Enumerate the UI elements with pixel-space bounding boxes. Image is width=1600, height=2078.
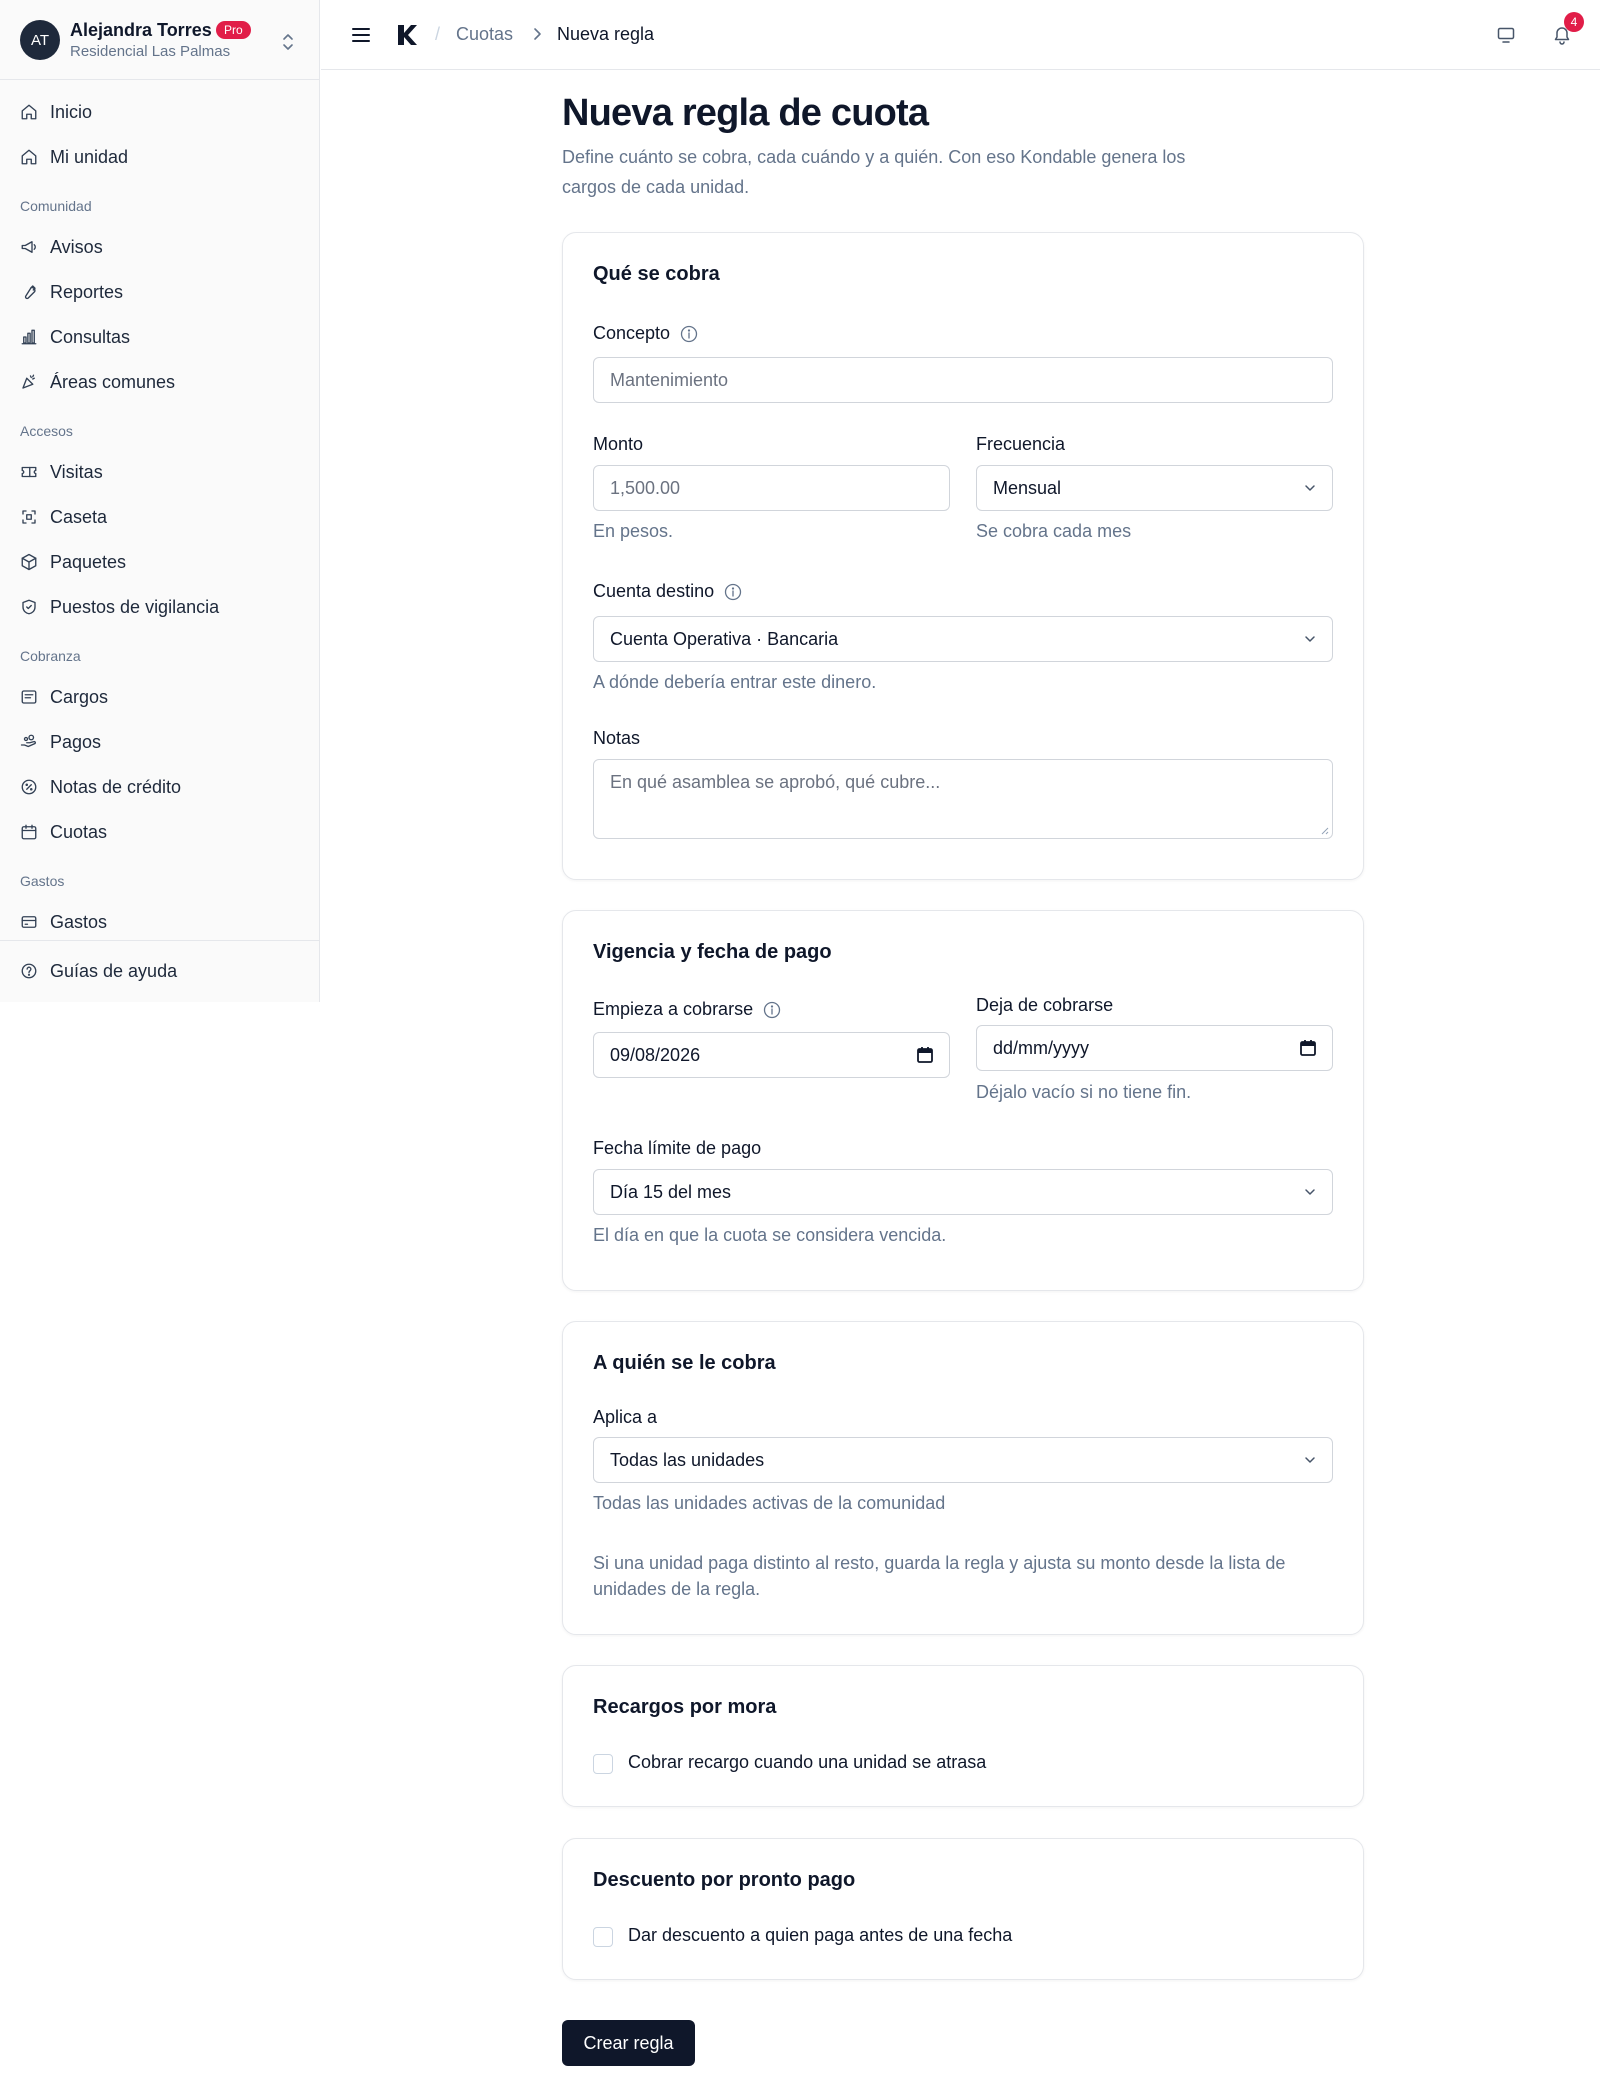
- due-date-select[interactable]: [593, 1169, 1333, 1215]
- notes-placeholder: En qué asamblea se aprobó, qué cubre...: [610, 772, 941, 792]
- sidebar-item-label: Pagos: [50, 731, 102, 752]
- sidebar: [0, 0, 320, 1002]
- account-label: [593, 581, 742, 602]
- info-icon[interactable]: [763, 1001, 781, 1019]
- account-value: Cuenta Operativa · Bancaria: [610, 628, 839, 649]
- card-title: Qué se cobra: [593, 263, 720, 285]
- sidebar-item-notas-credito[interactable]: [20, 773, 181, 801]
- page-description: Define cuánto se cobra, cada cuándo y a quién. Con eso Kondable genera los cargos de cada unidad.: [562, 147, 1186, 197]
- home-icon: [20, 148, 38, 166]
- sidebar-item-label: Cuotas: [50, 821, 108, 842]
- chevron-down-icon: [1302, 631, 1318, 647]
- sidebar-item-label: Cargos: [50, 686, 109, 707]
- info-icon[interactable]: [680, 325, 698, 343]
- start-date-input[interactable]: [593, 1032, 950, 1078]
- bar-chart-icon: [20, 328, 38, 346]
- card-target: [562, 1321, 1364, 1635]
- kondable-logo-icon[interactable]: [395, 23, 419, 47]
- start-date-value: 09/08/2026: [610, 1044, 701, 1065]
- account-switcher[interactable]: [0, 0, 319, 80]
- sidebar-item-label: Guías de ayuda: [50, 960, 178, 981]
- megaphone-icon: [20, 238, 38, 256]
- sidebar-item-consultas[interactable]: [20, 323, 130, 351]
- wrench-icon: [20, 283, 38, 301]
- sidebar-item-label: Paquetes: [50, 551, 127, 572]
- sidebar-item-cargos[interactable]: [20, 683, 108, 711]
- start-date-label-text: Empieza a cobrarse: [593, 999, 754, 1019]
- card-title: Descuento por pronto pago: [593, 1869, 856, 1891]
- due-date-help: El día en que la cuota se considera vencida.: [593, 1225, 947, 1245]
- section-title-comunidad: Comunidad: [20, 198, 92, 214]
- section-title-cobranza: Cobranza: [20, 648, 81, 664]
- sidebar-item-label: Avisos: [50, 236, 103, 257]
- card-title: A quién se le cobra: [593, 1352, 776, 1374]
- sidebar-item-areas-comunes[interactable]: [20, 368, 175, 396]
- card-charge: [562, 232, 1364, 880]
- chevron-down-icon: [1302, 1452, 1318, 1468]
- notes-label: Notas: [593, 728, 641, 748]
- notes-textarea[interactable]: [593, 759, 1333, 839]
- card-title: Recargos por mora: [593, 1696, 777, 1718]
- calendar-icon: [20, 823, 38, 841]
- sidebar-item-puestos-vigilancia[interactable]: [20, 593, 219, 621]
- sidebar-item-cuotas[interactable]: [20, 818, 107, 846]
- ticket-icon: [20, 463, 38, 481]
- resize-grip-icon[interactable]: [1319, 825, 1329, 835]
- sidebar-item-guias-ayuda[interactable]: [20, 957, 177, 985]
- info-icon[interactable]: [724, 583, 742, 601]
- due-date-value: Día 15 del mes: [610, 1181, 732, 1202]
- menu-icon[interactable]: [349, 23, 373, 47]
- account-name: Alejandra Torres: [70, 20, 212, 40]
- end-date-input[interactable]: [976, 1025, 1333, 1071]
- sidebar-item-label: Inicio: [50, 101, 93, 122]
- sidebar-item-visitas[interactable]: [20, 458, 103, 486]
- early-discount-option[interactable]: [593, 1923, 1012, 1947]
- community-name: Residencial Las Palmas: [70, 43, 231, 60]
- end-date-help: Déjalo vacío si no tiene fin.: [976, 1082, 1192, 1102]
- late-fee-option[interactable]: [593, 1750, 986, 1774]
- applies-select[interactable]: [593, 1437, 1333, 1483]
- applies-value: Todas las unidades: [610, 1449, 765, 1470]
- sidebar-item-label: Áreas comunes: [50, 371, 176, 392]
- section-title-accesos: Accesos: [20, 423, 73, 439]
- help-circle-icon: [20, 962, 38, 980]
- receipt-icon: [20, 688, 38, 706]
- card-early-discount: [562, 1838, 1364, 1980]
- concept-label-text: Concepto: [593, 323, 671, 343]
- home-icon: [20, 103, 38, 121]
- sidebar-item-avisos[interactable]: [20, 233, 103, 261]
- calendar-icon[interactable]: [915, 1045, 935, 1065]
- frequency-select[interactable]: [976, 465, 1333, 511]
- sidebar-item-mi-unidad[interactable]: [20, 143, 128, 171]
- card-validity: [562, 910, 1364, 1291]
- amount-help: En pesos.: [593, 521, 674, 541]
- sidebar-item-gastos[interactable]: [20, 908, 107, 936]
- applies-label: Aplica a: [593, 1407, 658, 1427]
- chevron-down-icon: [1302, 1184, 1318, 1200]
- package-icon: [20, 553, 38, 571]
- frequency-value: Mensual: [993, 477, 1062, 498]
- chevron-down-icon: [1302, 480, 1318, 496]
- plan-badge: Pro: [216, 21, 251, 39]
- breadcrumb-separator: /: [435, 24, 441, 44]
- topbar: [321, 0, 1600, 70]
- notification-count-badge: 4: [1564, 12, 1584, 32]
- badge-percent-icon: [20, 778, 38, 796]
- sidebar-item-label: Visitas: [50, 461, 103, 482]
- sidebar-item-label: Puestos de vigilancia: [50, 596, 220, 617]
- sidebar-divider: [0, 940, 319, 941]
- concept-input[interactable]: Mantenimiento: [593, 357, 1333, 403]
- account-select[interactable]: [593, 616, 1333, 662]
- start-date-label: [593, 999, 781, 1020]
- card-title: Vigencia y fecha de pago: [593, 941, 832, 963]
- monitor-icon[interactable]: [1496, 25, 1516, 45]
- applies-help: Todas las unidades activas de la comunidad: [593, 1493, 946, 1513]
- end-date-label: Deja de cobrarse: [976, 995, 1114, 1015]
- late-fee-checkbox[interactable]: [593, 1754, 613, 1774]
- sidebar-item-caseta[interactable]: [20, 503, 107, 531]
- sidebar-item-inicio[interactable]: [20, 98, 92, 126]
- target-note: Si una unidad paga distinto al resto, guarda la regla y ajusta su monto desde la lista de unidades de la regla.: [593, 1553, 1286, 1599]
- account-label-text: Cuenta destino: [593, 581, 715, 601]
- account-help: A dónde debería entrar este dinero.: [593, 672, 877, 692]
- late-fee-checkbox-label: Cobrar recargo cuando una unidad se atrasa: [628, 1751, 987, 1772]
- sidebar-item-label: Mi unidad: [50, 146, 129, 167]
- frequency-help: Se cobra cada mes: [976, 521, 1132, 541]
- sidebar-item-label: Gastos: [50, 911, 108, 932]
- end-date-placeholder: dd/mm/yyyy: [993, 1037, 1090, 1058]
- page-title: Nueva regla de cuota: [562, 92, 929, 134]
- sidebar-item-label: Caseta: [50, 506, 108, 527]
- section-title-gastos: Gastos: [20, 873, 65, 889]
- card-late-fee: [562, 1665, 1364, 1807]
- chevron-right-icon: [528, 25, 546, 43]
- breadcrumb-current: Nueva regla: [557, 24, 655, 44]
- chevrons-up-down-icon[interactable]: [278, 30, 298, 54]
- sidebar-item-pagos[interactable]: [20, 728, 101, 756]
- sidebar-item-reportes[interactable]: [20, 278, 123, 306]
- due-date-label: Fecha límite de pago: [593, 1138, 762, 1158]
- sidebar-item-label: Reportes: [50, 281, 124, 302]
- shield-icon: [20, 598, 38, 616]
- early-discount-checkbox-label: Dar descuento a quien paga antes de una fecha: [628, 1924, 1013, 1945]
- sidebar-item-label: Notas de crédito: [50, 776, 182, 797]
- amount-input[interactable]: 1,500.00: [593, 465, 950, 511]
- sidebar-item-paquetes[interactable]: [20, 548, 126, 576]
- sidebar-item-label: Consultas: [50, 326, 131, 347]
- frequency-label: Frecuencia: [976, 434, 1066, 454]
- early-discount-checkbox[interactable]: [593, 1927, 613, 1947]
- hand-coins-icon: [20, 733, 38, 751]
- party-popper-icon: [20, 373, 38, 391]
- amount-label: Monto: [593, 434, 644, 454]
- calendar-icon[interactable]: [1298, 1038, 1318, 1058]
- wallet-icon: [20, 913, 38, 931]
- concept-label: [593, 323, 698, 344]
- create-rule-button[interactable]: Crear regla: [562, 2020, 695, 2066]
- scan-icon: [20, 508, 38, 526]
- avatar: AT: [20, 20, 60, 60]
- breadcrumb-cuotas[interactable]: Cuotas: [456, 24, 514, 44]
